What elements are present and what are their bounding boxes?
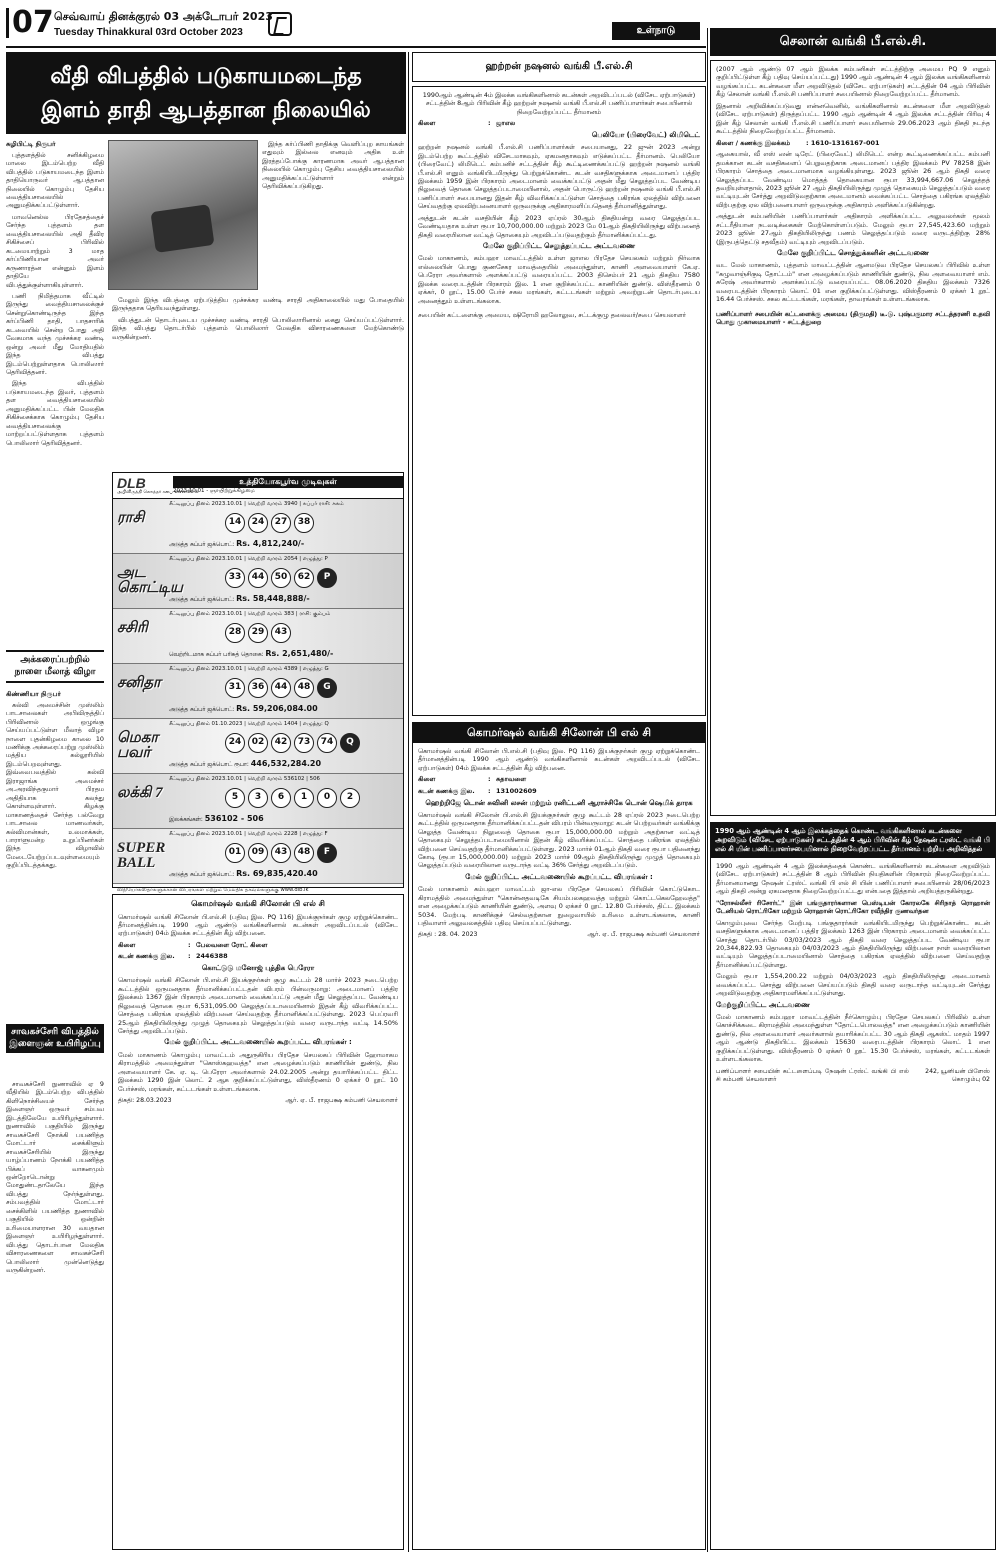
dlb-subtitle: அபிவிருத்தி லொத்தர் சபை www.dlb.lk bbox=[117, 490, 199, 495]
lottery-draw-info: சீட்டிலுப்பு தினம் 2023.10.01 | வெற்றி வாரம் 2228 | எழுத்து: F bbox=[169, 831, 328, 837]
lottery-brand: SUPER BALL bbox=[117, 840, 166, 871]
notice-body: அத்துடன் கம்பனியின் பணிப்பாளர்கள் அதிகாரம் அளிக்கப்பட்ட அலுவலர்கள் மூலம் சட்டரீதியான நடவடிக்கைகள் மேற்கொள்ளப்படும். மேலும் ரூபா 27,545,423.60 மற்றும் 2023 ஜூன் 27ஆம் திகதியிலிருந்து பணம் செலுத்தப்படும் வரை வருடத்திற்கு 28% (இருபத்தெட்டு சதவீதம்) வட்டியும் அறவிடப்படும். bbox=[716, 212, 990, 246]
notice-company: கொட்டுடு மனோஜ் புத்திக பெரேரா bbox=[201, 964, 315, 973]
lottery-numbers bbox=[225, 788, 360, 808]
lottery-draw bbox=[113, 499, 403, 554]
lead-dateline: சுழிபிட்டி நிருபர் bbox=[6, 140, 56, 148]
notice-company: ஹெற்றிஜே டொன் சுவினி லசன் மற்றும் ரனிட்டனி ஆராச்சிகே டொன் ஷெமிக் தாரக bbox=[425, 798, 693, 807]
accident-photo bbox=[108, 140, 258, 290]
lottery-brand: ராசி bbox=[117, 510, 145, 526]
lottery-draw bbox=[113, 774, 403, 829]
lottery-number-ball: 0 bbox=[317, 788, 337, 808]
lottery-number-ball: 14 bbox=[225, 513, 245, 533]
lottery-number-ball: 48 bbox=[294, 843, 314, 863]
lead-paragraph: மாவனெல்ல பிரதேசத்தைச் சேர்ந்த புத்தளம் தள வைத்தியசாலையில் அதி தீவிர சிகிச்சைப் பிரிவில் கடமையாற்றும் 3 மாத கர்ப்பிணியான அவர் கருணாரத்ன என்னும் இளம் தாதியே விபத்துக்குள்ளாகியுள்ளார். bbox=[6, 212, 104, 289]
notice-schedule-title: மேலே குறிப்பிட்ட சொத்துக்களின் அட்டவணை bbox=[777, 249, 929, 258]
thinakkural-logo-icon bbox=[268, 12, 292, 36]
notice-address: 242, யூனியன் பிளேஸ் கொழும்பு 02 bbox=[925, 1067, 990, 1083]
lottery-results bbox=[112, 472, 404, 893]
commercial-bank-notice-a bbox=[412, 722, 706, 1550]
notice-intro: கொமர்ஷல் வங்கி சிலோன் பி.எல்.சி (பதிவு இல. PQ 116) இயக்குநர்கள் குழு ஏற்றுக்கொண்ட தீர்மானத்தின்படி 1990 ஆம் ஆண்டு வங்கிகளினால் கடன்கள் அறவிடப்படல் (விசேட ஏற்பாடுகள்) 04ம் இலக்க சட்டத்தின் கீழ் விற்பனை. bbox=[118, 912, 398, 938]
notice-date: திகதி : 28. 04. 2023 bbox=[418, 931, 478, 939]
lottery-brand: சசிரி bbox=[117, 620, 148, 636]
lottery-draw-info: சீட்டிலுப்பு தினம் 2023.10.01 | வெற்றி வாரம் 4389 | எழுத்து: G bbox=[169, 666, 329, 672]
notice-company: பெலியோ (பிரைவேட்) லிமிடெட் bbox=[591, 130, 700, 139]
notice-body: கொமர்ஷல் வங்கி சிலோன் பி.எல்.சி இயக்குநர்கள் குழு கூட்டம் 28 ஏப்ரல் 2023 நடைபெற்ற கூட்டத்தில் ஒருமனதாக தீர்மானிக்கப்பட்டதன் விபரம் பின்வருமாறு: கடன் பெற்றவர்கள் வங்கிக்கு செலுத்த வேண்டிய நிலுவைத் தொகை ரூபா 15,000,000.00 மற்றும் அதற்கான வட்டித் தொகையும் செலுத்தப்படாமையினால் இதன் கீழ் விவரிக்கப்பட்ட சொத்தை பகிரங்க ஏலத்தில் விற்பனை செய்வதற்கு தீர்மானிக்கப்பட்டுள்ளது. 2023 மார்ச் 01ஆம் திகதி வரை ரூபா பதினைந்து கோடி (ரூபா 15,000,000.00) மற்றும் 2023 மார்ச் 09ஆம் திகதியிலிருந்து முழுத் தொகையும் செலுத்தப்படும் வரையிலான வருடாந்த வட்டி 36% சேர்த்து அறவிடப்படும். bbox=[418, 810, 700, 870]
notice-body: இதனால் அறிவிக்கப்படுவது என்னவெனில், வங்கிகளினால் கடன்களை மீள அறவிடுதல் (விசேட ஏற்பாடுகள்) திருத்தப்பட்ட 1990 ஆம் ஆண்டின் 4 ஆம் இலக்க சட்டத்தின் பிரிவு 4 இன் கீழ் செலான் வங்கி பீ.எல்.சி பணிப்பாளர் சபையினால் 29.06.2023 ஆம் திகதி நடந்த கூட்டத்தில் நிறைவேற்றப்பட்ட தீர்மானம். bbox=[716, 101, 990, 136]
lottery-letter-ball: G bbox=[317, 678, 337, 698]
notice-schedule-title: மேற்குறிப்பிட்ட அட்டவணை bbox=[716, 1000, 810, 1009]
branch-label: கிளை bbox=[118, 940, 136, 949]
commercial-bank-notice-b bbox=[112, 894, 404, 1550]
lottery-draw bbox=[113, 829, 403, 884]
notice-body: ஆகையால், வீ எஸ் ஸன் டிரேட் (பிரைவேட்) லிமிடெட் என்ற கூட்டிணைக்கப்பட்ட கம்பனி தமக்கான கடன் வசதிகளைப் பெறுவதற்காக அடைமானப் பத்திர இலக்கம் PV 78258 இன் பிரகாரம் சொத்தை அடைமானமாக வழங்கியுள்ளது. 2023 ஜூன் 26 ஆம் திகதி வரை செலுத்தப்பட வேண்டிய மொத்தத் தொகையான ரூபா 33,994,667.06 செலுத்தத் தவறியுள்ளதால், 2023 ஜூன் 27 ஆம் திகதியிலிருந்து முழுத் தொகையும் செலுத்தப்படும் வரை வட்டியுடன் சேர்த்து அறவிடுவதற்காக அடைமானம் வைக்கப்பட்ட சொத்தை பகிரங்க ஏலத்தில் விற்பதற்கு ஏல விற்பனையாளர் ஒருவருக்கு அதிகாரம் அளிக்கப்படுகின்றது. bbox=[716, 150, 990, 209]
notice-loan: கடன் கணக்கு இல. : 131002609 bbox=[418, 787, 700, 796]
dlb-logo: DLB bbox=[117, 475, 146, 491]
lottery-number-ball: 42 bbox=[271, 733, 291, 753]
jackpot-value: Rs. 4,812,240/- bbox=[236, 539, 305, 549]
lottery-jackpot bbox=[169, 814, 399, 825]
lottery-number-ball: 5 bbox=[225, 788, 245, 808]
lottery-letter-ball: P bbox=[317, 568, 337, 588]
lottery-brand: சனிதா bbox=[117, 675, 161, 691]
jackpot-label: அடுத்த சுப்பர் ஜக்பொட்: bbox=[169, 542, 235, 549]
notice-signature bbox=[418, 931, 700, 939]
lottery-number-ball: 09 bbox=[248, 843, 268, 863]
lottery-number-ball: 38 bbox=[294, 513, 314, 533]
lottery-number-ball: 24 bbox=[248, 513, 268, 533]
column-divider bbox=[707, 28, 708, 1552]
lottery-number-ball: 3 bbox=[248, 788, 268, 808]
lottery-draw bbox=[113, 554, 403, 609]
loan-value: 2446388 bbox=[196, 952, 228, 961]
lottery-numbers bbox=[225, 568, 337, 588]
lottery-draw bbox=[113, 609, 403, 664]
lottery-letter-ball: Q bbox=[340, 733, 360, 753]
date-english: Tuesday Thinakkural 03rd October 2023 bbox=[54, 27, 243, 38]
lottery-jackpot bbox=[169, 594, 399, 605]
notice-signature bbox=[118, 1097, 398, 1105]
lottery-number-ball: 01 bbox=[225, 843, 245, 863]
branch-label: கிளை bbox=[418, 119, 436, 128]
side-story-headline: அக்கரைப்பற்றில் நாளை மீலாத் விழா bbox=[6, 650, 104, 683]
notice-date: திகதி: 28.03.2023 bbox=[118, 1096, 172, 1104]
jackpot-label: அடுத்த சுப்பர் ஜக்பொட்: bbox=[169, 707, 235, 714]
lottery-number-ball: 74 bbox=[317, 733, 337, 753]
notice-intro: கொமர்ஷல் வங்கி சிலோன் பி.எல்.சி (பதிவு இல. PQ 116) இயக்குநர்கள் குழு ஏற்றுக்கொண்ட தீர்மானத்தின்படி 1990 ஆம் ஆண்டு வங்கிகளினால் கடன்கள் அறவிடப்படல் (விசேட ஏற்பாடுகள்) 04ம் இலக்க சட்டத்தின் கீழ் விற்பனை. bbox=[418, 747, 700, 772]
page-number: 07 bbox=[6, 8, 54, 38]
lottery-number-ball: 2 bbox=[340, 788, 360, 808]
lottery-draw-info: சீட்டிலுப்பு தினம் 01.10.2023 | வெற்றி வாரம் 1404 | எழுத்து: Q bbox=[169, 721, 329, 727]
lottery-letter-ball: F bbox=[317, 843, 337, 863]
masthead-rule bbox=[6, 46, 706, 48]
lottery-number-ball: 27 bbox=[271, 513, 291, 533]
lottery-number-ball: 43 bbox=[271, 623, 291, 643]
lottery-draw bbox=[113, 719, 403, 774]
seylan-bank-banner: செலான் வங்கி பீ.எல்.சி. bbox=[710, 28, 996, 56]
lottery-number-ball: 6 bbox=[271, 788, 291, 808]
lottery-number-ball: 33 bbox=[225, 568, 245, 588]
notice-title: கொமர்ஷல் வங்கி சிலோன் பி எல் சி bbox=[413, 723, 705, 743]
lottery-jackpot bbox=[169, 539, 399, 550]
lottery-header bbox=[113, 473, 403, 499]
jackpot-value: Rs. 2,651,480/- bbox=[265, 649, 334, 659]
branch-value: சுதாவளை bbox=[496, 775, 527, 784]
lead-story-column-2 bbox=[262, 140, 404, 290]
lottery-numbers bbox=[225, 733, 360, 753]
notice-signature bbox=[716, 1068, 990, 1084]
lottery-number-ball: 29 bbox=[248, 623, 268, 643]
reference-value: : 1610-1316167-001 bbox=[806, 138, 880, 147]
lottery-jackpot bbox=[169, 704, 399, 715]
lottery-number-ball: 62 bbox=[294, 568, 314, 588]
lottery-brand: அட கொட்டிய bbox=[117, 565, 183, 596]
lead-paragraph: விபத்துடன் தொடர்புடைய முச்சக்கர வண்டி சாரதி பொலிஸாரினால் கைது செய்யப்பட்டுள்ளார். இந்த விபத்து தொடர்பில் புத்தளம் பொலிஸார் மேலதிக விசாரணைகளை மேற்கொண்டு வருகின்றனர். bbox=[112, 315, 404, 341]
notice-branch: கிளை : ஜாஎல bbox=[418, 119, 700, 128]
section-tab: உள்நாடு bbox=[612, 22, 700, 40]
loan-value: 131002609 bbox=[496, 786, 537, 795]
notice-signatory: சபையின் கட்டளைக்கு அமைய, ஷிரோமி ஹலோலுவ, சட்டக்குழு தலைவர்/சபை செயலாளர் bbox=[418, 311, 686, 320]
notice-company: "ரோசல்லீசர் ரிசோர்ட்" இன் பங்குதாரர்களான பெஸ்டியன் கோரலகே சிரிநாத் ரொஹான் டேனியல் ரொட்ரிகோ மற்றும் ரொஹான் ரொட்ரிகோ ரவீந்திர குணவர்தன bbox=[716, 898, 990, 916]
jackpot-label: அடுத்த சுப்பர் ஜக்பொட்: bbox=[169, 597, 235, 604]
jackpot-label: அடுத்த சுப்பர் ஜக்பொட் ரூபா: bbox=[169, 762, 249, 769]
lottery-jackpot bbox=[169, 649, 399, 660]
notice-reference bbox=[716, 139, 990, 148]
lottery-number-ball: 24 bbox=[225, 733, 245, 753]
lottery-jackpot bbox=[169, 869, 399, 880]
lottery-jackpot bbox=[169, 759, 399, 770]
lottery-draw-info: சீட்டிலுப்பு தினம் 2023.10.01 | வெற்றி வாரம் 2054 | எழுத்து: P bbox=[169, 556, 328, 562]
lottery-number-ball: 50 bbox=[271, 568, 291, 588]
notice-signatory: ஆர். ஏ. பீ. ராஜபக்ஷ கம்பனி செயலாளர் bbox=[587, 931, 700, 939]
lottery-rows bbox=[113, 499, 403, 884]
headline-line-1: வீதி விபத்தில் படுகாயமடைந்த bbox=[50, 64, 362, 89]
lottery-numbers bbox=[225, 678, 337, 698]
notice-body: கொழும்புவை சேர்ந்த மேற்படி பங்குதாரர்கள் வங்கியிடமிருந்து பெற்றுக்கொண்ட கடன் வசதிகளுக்காக அடைமானப் பத்திர இலக்கம் 1263 இன் பிரகாரம் அடைமானம் வைக்கப்பட்ட சொத்து தொடர்பில் 03/03/2023 ஆம் திகதி வரை செலுத்தப்பட வேண்டிய ரூபா 20,344,822.93 தொகையும் 04/03/2023 ஆம் திகதியிலிருந்து விற்பனை நாள் வரையிலான வட்டியும் செலுத்தப்படாமையினால் சொத்தை பகிரங்க ஏலத்தில் விற்பனை செய்வதற்கு தீர்மானிக்கப்பட்டுள்ளது. bbox=[716, 918, 990, 969]
lead-paragraph: மேலும் இந்த விபத்தை ஏற்படுத்திய முச்சக்கர வண்டி சாரதி அதிகாலையில் மது போதையில் இருந்ததாக தெரியவந்துள்ளது. bbox=[112, 296, 404, 313]
lottery-brand: லக்கி 7 bbox=[117, 785, 163, 801]
lottery-number-ball: 73 bbox=[294, 733, 314, 753]
notice-signatory: பணிப்பாளர் சபையின் கட்டளைப்படி நேஷன் ட்ரஸ்ட் வங்கி பி எல் சி கம்பனி செயலாளர் bbox=[716, 1067, 910, 1083]
lottery-numbers bbox=[225, 843, 337, 863]
lottery-number-ball: 44 bbox=[271, 678, 291, 698]
lottery-number-ball: 31 bbox=[225, 678, 245, 698]
side-story-text: சாவகச்சேரி நுணாவில் ஏ 9 வீதியில் இடம்பெற்ற விபத்தில் கிளிநொச்சியைச் சேர்ந்த இளைஞர் ஒருவர் சம்பவ இடத்திலேயே உயிரிழந்துள்ளார். நுணாவில் பகுதியில் இருந்து சாவகச்சேரி நோக்கி பயணித்த மோட்டார் சைக்கிளும் சாவகச்சேரியில் இருந்து யாழ்ப்பாணம் நோக்கி பயணித்த பிக்கப் வாகனமும் ஒன்றோடொன்று மோதுண்டதாலேயே இந்த விபத்து நேர்ந்துள்ளது. சம்பவத்தில் மோட்டார் சைக்கிளில் பயணித்த நுணாவில் பகுதியில் ஒன்றின் உரிமையாளரான 30 வயதான இளைஞர் உயிரிழந்துள்ளார். விபத்து தொடர்பான மேலதிக விசாரணைகளை சாவகச்சேரி பொலிஸார் முன்னெடுத்து வருகின்றனர். bbox=[6, 1080, 104, 1274]
lead-story-column-3 bbox=[112, 296, 404, 466]
lottery-number-ball: 44 bbox=[248, 568, 268, 588]
side-story-dateline: கிண்ணியா நிருபர் bbox=[6, 690, 61, 698]
lead-paragraph: இந்த விபத்தில் படுகாயமடைந்த இவர், புத்தளம் தள வைத்தியசாலையில் அனுமதிக்கப்பட்ட பின் மேலதிக சிகிச்சைக்காக கொழும்பு தேசிய வைத்தியசாலைக்கு மாற்றப்பட்டுள்ளதாக புத்தளம் பொலிஸார் தெரிவித்தனர். bbox=[6, 379, 104, 447]
notice-body: 1990 ஆம் ஆண்டின் 4 ஆம் இலக்கத்தைக் கொண்ட வங்கிகளினால் கடன்களை அறவிடும் (விசேட ஏற்பாடுகள்) சட்டத்தின் 8 ஆம் பிரிவின் நியதிகளின் பிரகாரம் நிறைவேற்றப்பட்ட தீர்மானமானது நேஷன் ட்ரஸ்ட் வங்கி பி எல் சி யின் பணிப்பாளர் சபையினால் 28/06/2023 ஆம் திகதி அன்று ஏகமனதாக நிறைவேற்றப்பட்டது என்பதை இத்தால் அறியத்தருகின்றது. bbox=[716, 861, 990, 896]
notice-schedule: மேல் மாகாணம் கம்பஹா மாவட்டம் ஜா-எல பிரதேச செயலகப் பிரிவின் கொட்டுகொட கிராமத்தில் அமைந்துள்ள "கொன்னதவடிகே சியம்பலகஹவத்த மற்றும் கொட்டகெலஹேவத்த" என அழைக்கப்படும் காணியின் துண்டு, அளவு 0 ஏக்கர் 0 றூட் 12.80 பேர்ச்சஸ், திட்ட இலக்கம் 5034. மேற்படி காணிக்குச் செல்வதற்கான நுழைவாயில் உரிமை உள்ளடங்கலாக, காணி பதிவாளர் அலுவலகத்தில் பதிவு செய்யப்பட்டுள்ளது. bbox=[418, 885, 700, 927]
notice-signatory: ஆர். ஏ. பீ. ராஜபக்ஷ கம்பனி செயலாளர் bbox=[285, 1096, 398, 1104]
notice-schedule-title: மேல் குறிப்பிட்ட அட்டவணையில் கூறப்பட்ட விபரங்கள் : bbox=[164, 1038, 352, 1047]
date-tamil: செவ்வாய் தினக்குரல் 03 அக்டோபர் 2023 bbox=[54, 10, 273, 23]
side-story-text: கல்வி அமைச்சின் முஸ்லிம் பாடசாலைகள் அபிவிருத்திப் பிரிவினால் ஒழுங்கு செய்யப்பட்டுள்ள மீலாத் விழா நாளை புதன்கிழமை காலை 10 மணிக்கு அக்கரைப்பற்று முஸ்லிம் மத்திய கல்லூரியில் இடம்பெறவுள்ளது. இவ்வைபவத்தில் கல்வி இராஜாங்க அமைச்சர் அ.அரவிந்தகுமார் பிரதம அதிதியாக கலந்து கொள்ளவுள்ளார். கிழக்கு மாகாணத்தைச் சேர்ந்த பல்வேறு பாடசாலை மாணவர்கள், கல்விமான்கள், உலமாக்கள், பாராளுமன்ற உறுப்பினர்கள் இந்த விழாவில் மேடையேற்றப்படவுள்ளமையும் குறிப்பிடத்தக்கது. bbox=[6, 700, 104, 870]
seylan-bank-notice bbox=[710, 60, 996, 816]
notice-schedule-title: மேலே குறிப்பிட்ட செலுத்தப்பட்ட அட்டவணை bbox=[482, 242, 635, 251]
column-divider bbox=[408, 52, 409, 1552]
notice-intro: 1990ஆம் ஆண்டின் 4ம் இலக்க வங்கிகளினால் கடன்கள் அறவிடப்படல் (விசேட ஏற்பாடுகள்) சட்டத்தின் 8ஆம் பிரிவின் கீழ் ஹற்றன் நஷனல் வங்கி பீ.எல்.சி பணிப்பாளர்கள் சபையினால் நிறைவேற்றப்பட்ட தீர்மானம் bbox=[422, 91, 696, 116]
lottery-subtitle: 2023.10.01 - ஞாயிற்றுக்கிழமை bbox=[173, 488, 255, 494]
lottery-number-ball: 36 bbox=[248, 678, 268, 698]
lottery-number-ball: 48 bbox=[294, 678, 314, 698]
loan-label: கடன் கணக்கு இல. bbox=[118, 952, 175, 961]
branch-label: கிளை bbox=[418, 775, 436, 784]
notice-schedule: வட மேல் மாகாணம், புத்தளம் மாவட்டத்தின் ஆனமடுவ பிரதேச செயலகப் பிரிவில் உள்ள "கழுவாஞ்சிகுடி தோட்டம்" என அழைக்கப்படும் காணியின் துண்டு, நில அளவையாளர் எம். சுரேஷ் அவர்களால் அளக்கப்பட்டு வரையப்பட்ட 08.06.2020 திகதிய இலக்கம் 7326 வரைபடத்தின் பிரகாரம் லொட் 01 என குறிக்கப்பட்டுள்ளது. விஸ்தீரணம் 0 ஏக்கர் 1 றூட் 16.44 பேர்ச்சஸ். சகல கட்டடங்கள், மரங்கள், தாவரங்கள் உள்ளடங்கலாக. bbox=[716, 261, 990, 304]
jackpot-label: வெற்றிடமாக சுப்பர் பரிசுத் தொகை: bbox=[169, 652, 264, 659]
lottery-number-ball: 1 bbox=[294, 788, 314, 808]
lottery-draw-info: சீட்டிலுப்பு தினம் 2023.10.01 | வெற்றி வாரம் 536102 | 506 bbox=[169, 776, 320, 782]
lottery-draw bbox=[113, 664, 403, 719]
lottery-numbers bbox=[225, 513, 314, 533]
notice-body: கொமர்ஷல் வங்கி சிலோன் பி.எல்.சி இயக்குநர்கள் குழு கூட்டம் 28 மார்ச் 2023 நடைபெற்ற கூட்டத்தில் ஒருமனதாக தீர்மானிக்கப்பட்டதன் விபரம் பின்வருமாறு: அடைமானப் பத்திர இலக்கம் 1367 இன் பிரகாரம் அடைமானம் வைக்கப்பட்டு அதன் மீது செலுத்தப்பட வேண்டிய நிலுவைத் தொகை ரூபா 6,531,095.00 செலுத்தப்படாமையினால் இதன் கீழ் விவரிக்கப்பட்ட சொத்தை பகிரங்க ஏலத்தில் விற்பனை செய்வதற்கு தீர்மானிக்கப்பட்டுள்ளது. 2023 பெப்ரவரி 25ஆம் திகதியிலிருந்து முழுத் தொகையும் செலுத்தப்படும் வரை வருடாந்த வட்டி 14.50% சேர்த்து அறவிடப்படும். bbox=[118, 976, 398, 1036]
lottery-number-ball: 28 bbox=[225, 623, 245, 643]
notice-branch: கிளை : சுதாவளை bbox=[418, 775, 700, 784]
notice-schedule: மேல் மாகாணம், கம்பஹா மாவட்டத்தில் உள்ள ஜாஎல பிரதேச செயலகம் மற்றும் நிர்வாக எல்லையின் பொது குணசேகர மாவத்தையில் அமைந்துள்ள, காணி அளவையாளர் கே.ஏ. பெரேரா அவர்களால் அளக்கப்பட்டு வரையப்பட்ட 2003 திசெம்பர் 21 ஆம் திகதிய 7580 இலக்க வரைபடத்தின் பிரகாரம் இல. 1 என குறிக்கப்பட்ட காணியின் துண்டு. விஸ்தீரணம் 0 ஏக்கர், 0 றூட், 15.00 பேர்ச் சகல மரங்கள், கட்டடங்கள் மற்றும் அவற்றுடன் தொடர்புடைய அனைத்தும் உள்ளடங்கலாக. bbox=[418, 254, 700, 305]
lottery-title: உத்தியோகபூர்வ முடிவுகள் bbox=[173, 476, 403, 488]
notice-title: 1990 ஆம் ஆண்டின் 4 ஆம் இலக்கத்தைக் கொண்ட வங்கிகளினால் கடன்களை அறவிடும் (விசேட ஏற்பாடுகள்) சட்டத்தின் 4 ஆம் பிரிவின் கீழ் நேஷன் ட்ரஸ்ட் வங்கி பி எல் சி யின் பணிப்பாளர்சபையினால் நிறைவேற்றப்பட்ட தீர்மானம் பற்றிய அறிவித்தல் bbox=[711, 823, 995, 858]
loan-label: கடன் கணக்கு இல. bbox=[418, 786, 475, 795]
jackpot-value: Rs. 69,835,420.40 bbox=[236, 869, 318, 879]
notice-schedule: மேல் மாகாணம் கொழும்பு மாவட்டம் அதுருகிரிய பிரதேச செயலகப் பிரிவின் ஹோமாகம கிராமத்தில் அமைந்துள்ள "கொஸ்கஹவத்த" என அழைக்கப்படும் காணியின் துண்டு, நில அளவையாளர் கே. ஏ. டி. பெரேரா அவர்களால் 24.02.2005 அன்று தயாரிக்கப்பட்ட திட்ட இலக்கம் 1290 இன் லொட் 2 ஆக குறிக்கப்பட்டுள்ளது, விஸ்தீரணம் 0 ஏக்கர் 0 றூட் 10 பேர்ச்சஸ், மரங்கள், கட்டடங்கள் உள்ளடங்கலாக. bbox=[118, 1050, 398, 1093]
hatton-bank-notice bbox=[412, 86, 706, 716]
nation-trust-bank-notice bbox=[710, 822, 996, 1550]
notice-schedule-title: மேல் குறிப்பிட்ட அட்டவணையில் கூறப்பட்ட விபரங்கள் : bbox=[465, 872, 653, 881]
jackpot-label: இலக்கங்கள்: bbox=[169, 817, 203, 824]
notice-signatory: பணிப்பாளர் சபையின் கட்டளைக்கு அமைய (திருமதி) டீ.டு. புஷ்பகுமார சட்டத்தரணி உதவி பொது முகாமையாளர் - சட்டத்துறை bbox=[716, 309, 990, 327]
lottery-number-ball: 02 bbox=[248, 733, 268, 753]
notice-branch: கிளை : பேலவளை ரோட் கிளை bbox=[118, 941, 398, 950]
lottery-draw-info: சீட்டிலுப்பு தினம் 2023.10.01 | வெற்றி வாரம் 3940 | சுப்பர் ராசி: சுகம் bbox=[169, 501, 344, 507]
masthead bbox=[6, 6, 626, 46]
reference-label: கிளை / கணக்கு இலக்கம் bbox=[716, 138, 791, 147]
notice-intro: (2007 ஆம் ஆண்டு 07 ஆம் இலக்க கம்பனிகள் சட்டத்திற்கு அமைய PQ 9 எனும் குறிப்பிட்டுள்ள கீழ் பதிவு செய்யப்பட்டது) 1990 ஆம் ஆண்டின் 4 ஆம் இலக்க வங்கிகளினால் வழங்கப்பட்ட கடன்களை மீள அறவிடுதல் (விசேட ஏற்பாடுகள்) சட்டத்தின் 04 ஆம் பிரிவின் கீழ் செலான் வங்கி பீ.எல்.சி பணிப்பாளர் சபையினால் நிறைவேற்றப்பட்ட தீர்மானம். bbox=[716, 65, 990, 99]
lead-story-column-1 bbox=[6, 140, 104, 636]
side-story-headline: சாவகச்சேரி விபத்தில் இளைஞன் உயிரிழப்பு bbox=[6, 1024, 104, 1053]
jackpot-value: Rs. 58,448,888/- bbox=[236, 594, 310, 604]
lead-paragraph: பணி நிமித்தமாக வீட்டில் இருந்து வைத்தியசாலைக்குச் சென்றுகொண்டிருந்த இந்த கர்ப்பிணி தாதி, பாதசாரிக் கடவையில் சென்ற போது அதி வேகமாக வந்த முச்சக்கர வண்டி ஒன்று அவர் மீது மோதியதில் இந்த விபத்து இடம்பெற்றுள்ளதாக பொலிஸார் தெரிவித்தனர். bbox=[6, 291, 104, 377]
headline-line-2: இளம் தாதி ஆபத்தான நிலையில் bbox=[41, 98, 371, 123]
lead-paragraph: புத்தளத்தில் சனிக்கிழமை மாலை இடம்பெற்ற வீதி விபத்தில் படுகாயமடைந்த இளம் தாதியொருவர் ஆபத்தான நிலையில் கொழும்பு தேசிய வைத்தியசாலையில் அனுமதிக்கப்பட்டுள்ளார். bbox=[6, 150, 104, 210]
jackpot-value: Rs. 59,206,084.00 bbox=[236, 704, 318, 714]
lottery-numbers bbox=[225, 623, 291, 643]
lottery-footer: விநியோகஸ்தர்களுக்கான விபரங்கள் மற்றும் மேலதிக தகவல்களுக்கு www.dlb.lk bbox=[117, 887, 309, 893]
lead-headline bbox=[6, 52, 406, 134]
branch-value: ஜாஎல bbox=[496, 119, 516, 128]
notice-body: அத்துடன் கடன் வசதியின் கீழ் 2023 ஏப்ரல் 30ஆம் திகதியன்று வரை செலுத்தப்பட வேண்டியதாக உள்ள ரூபா 10,700,000.00 மற்றும் 2023 மே 01ஆம் திகதியிலிருந்து விற்பனைத் திகதி வரையிலான வட்டித் தொகையும் அறவிடப்படுவதற்கும் தீர்மானிக்கப்பட்டது. bbox=[418, 213, 700, 239]
jackpot-value: 536102 - 506 bbox=[204, 814, 264, 824]
jackpot-value: 446,532,284.20 bbox=[250, 759, 322, 769]
notice-schedule: மேல் மாகாணம் கம்பஹா மாவட்டத்தின் நீர்கொழும்பு பிரதேச செயலகப் பிரிவில் உள்ள கொச்சிக்கடை கிராமத்தில் அமைந்துள்ள "தோட்டபொலவத்த" என அழைக்கப்படும் காணியின் துண்டு, நில அளவையாளர் அவர்களால் தயாரிக்கப்பட்ட 30 ஆம் திகதி ஆகஸ்ட் மாதம் 1997 ஆம் ஆண்டு திகதியிட்ட இலக்கம் 15630 வரைபடத்தின் பிரகாரம் லொட் 1 என குறிக்கப்பட்டுள்ளது. விஸ்தீரணம் 0 ஏக்கர் 0 றூட் 15.30 பேர்ச்சஸ், மரங்கள், கட்டடங்கள் உள்ளடங்கலாக. bbox=[716, 1012, 990, 1064]
notice-body: மேலும் ரூபா 1,554,200.22 மற்றும் 04/03/2023 ஆம் திகதியிலிருந்து அடைமானம் வைக்கப்பட்ட சொத்து விற்பனை செய்யப்படும் திகதி வரை வருடாந்த வட்டியுடன் சேர்த்து அறவிடுவதற்கு அதிகாரமளிக்கப்பட்டுள்ளது. bbox=[716, 972, 990, 998]
jackpot-label: அடுத்த சுப்பர் ஜக்பொட்: bbox=[169, 872, 235, 879]
notice-loan: கடன் கணக்கு இல. : 2446388 bbox=[118, 952, 398, 961]
branch-value: பேலவளை ரோட் கிளை bbox=[196, 940, 268, 949]
lottery-draw-info: சீட்டிலுப்பு தினம் 2023.10.01 | வெற்றி வாரம் 383 | ராசி: கும்பம் bbox=[169, 611, 331, 617]
hatton-bank-banner: ஹற்றன் நஷனல் வங்கி பீ.எல்.சி bbox=[412, 52, 706, 82]
lottery-number-ball: 43 bbox=[271, 843, 291, 863]
side-story-body bbox=[6, 1080, 104, 1548]
side-story-body bbox=[6, 690, 104, 1010]
lead-paragraph: இந்த கர்ப்பிணி தாதிக்கு வெளிப்புற காயங்கள் எதுவும் இல்லை எனவும் அதிக உள் இரத்தப்போக்கு காரணமாக அவர் ஆபத்தான நிலையில் கொழும்பு தேசிய வைத்தியசாலையில் அனுமதிக்கப்பட்டுள்ளார் என்றும் தெரிவிக்கப்படுகிறது. bbox=[262, 140, 404, 191]
notice-body: ஹற்றன் நஷனல் வங்கி பீ.எல்.சி பணிப்பாளர்கள் சபையானது, 22 ஜுன் 2023 அன்று இடம்பெற்ற கூட்டத்தில் விசேடமாகவும், ஏகமனதாகவும் எடுக்கப்பட்ட தீர்மானம். பெலியோ (பிரைவேட்) லிமிடெட் கம்பனிச் சட்டத்தின் கீழ் கூட்டிணைக்கப்பட்டு ஹற்றன் நஷனல் வங்கி பீ.எல்.சி எனும் வங்கியிடமிருந்து பெற்றுக்கொண்ட கடன் வசதிகளுக்காக அடைமானப் பத்திர இலக்கம் 1959 இன் பிரகாரம் அடைமானம் வைக்கப்பட்டு அதன் மீது செலுத்தப்பட வேண்டிய நிலுவைத் தொகை செலுத்தப்படாமையினால், அதன் பொருட்டு ஹற்றன் நஷனல் வங்கி பீ.எல்.சி பணிப்பாளர் சபையானது இதன் கீழ் விவரிக்கப்பட்டுள்ள சொத்தை பகிரங்க ஏலத்தில் விற்பனை செய்வதற்கு ஏலவிற்பனையாளர் ஒருவருக்கு அதிகாரமளிப்பதெனத் தீர்மானித்துள்ளது. bbox=[418, 143, 700, 211]
lottery-brand: மெகா பவர் bbox=[117, 730, 159, 761]
notice-title: கொமர்ஷல் வங்கி சிலோன் பி எல் சி bbox=[191, 899, 325, 908]
